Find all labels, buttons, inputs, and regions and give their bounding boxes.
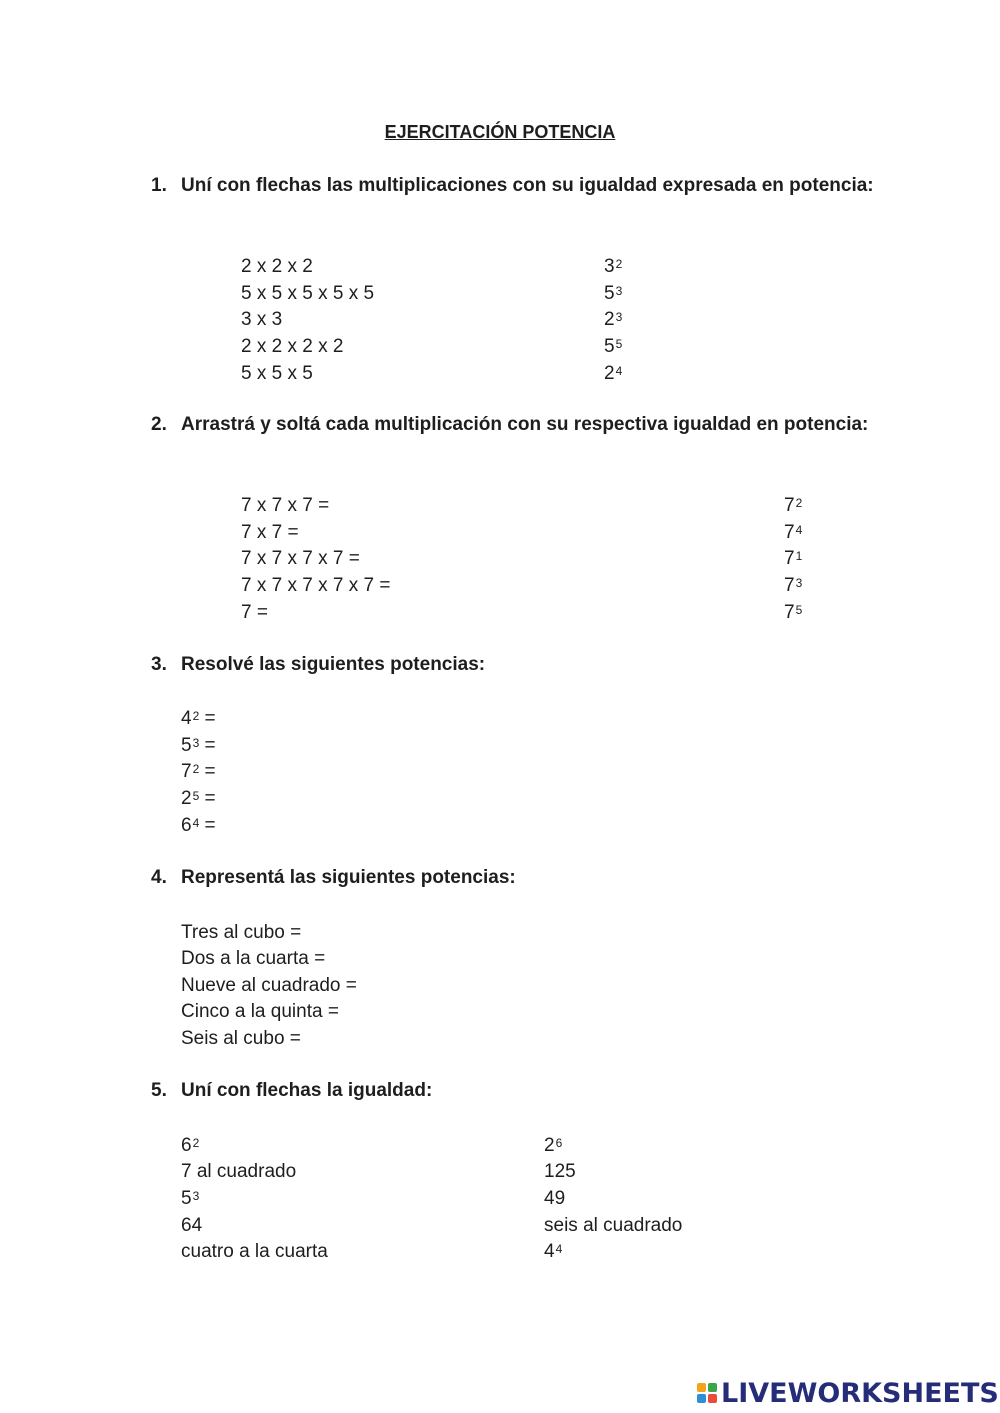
q5-left-item[interactable]: $5^3$ bbox=[181, 1188, 200, 1209]
q1-right-item[interactable]: $3^2$ bbox=[604, 256, 623, 277]
logo-square bbox=[708, 1394, 717, 1403]
q1-right-item[interactable]: $2^3$ bbox=[604, 309, 623, 330]
q2-drag-item[interactable]: 7 x 7 x 7 = bbox=[241, 495, 330, 516]
q5-left-item[interactable]: cuatro a la cuarta bbox=[181, 1241, 328, 1262]
question-text: Arrastrá y soltá cada multiplicación con su respectiva igualdad en potencia: bbox=[181, 414, 869, 435]
question-number: 2. bbox=[151, 414, 167, 435]
q1-right-item[interactable]: $5^5$ bbox=[604, 336, 623, 357]
q2-drop-target[interactable]: $7^1$ bbox=[784, 548, 803, 569]
q4-item[interactable]: Cinco a la quinta = bbox=[181, 1001, 339, 1022]
question-text: Uní con flechas las multiplicaciones con su igualdad expresada en potencia: bbox=[181, 175, 874, 196]
q1-right-item[interactable]: $5^3$ bbox=[604, 283, 623, 304]
liveworksheets-logo[interactable] bbox=[697, 1378, 999, 1408]
question-text: Resolvé las siguientes potencias: bbox=[181, 654, 486, 675]
q2-drop-target[interactable]: $7^2$ bbox=[784, 495, 803, 516]
logo-square bbox=[697, 1394, 706, 1403]
question-text: Representá las siguientes potencias: bbox=[181, 867, 516, 888]
q2-drag-item[interactable]: 7 x 7 = bbox=[241, 522, 299, 543]
question-number: 1. bbox=[151, 175, 167, 196]
brand-name: LIVEWORKSHEETS bbox=[721, 1377, 999, 1409]
q2-drag-item[interactable]: 7 = bbox=[241, 602, 268, 623]
q2-drop-target[interactable]: $7^4$ bbox=[784, 522, 803, 543]
q4-item[interactable]: Nueve al cuadrado = bbox=[181, 975, 357, 996]
q4-item[interactable]: Tres al cubo = bbox=[181, 922, 302, 943]
q2-drop-target[interactable]: $7^5$ bbox=[784, 602, 803, 623]
q5-right-item[interactable]: seis al cuadrado bbox=[544, 1215, 683, 1236]
logo-square bbox=[697, 1383, 706, 1392]
logo-icon bbox=[697, 1383, 717, 1403]
q5-right-item[interactable]: 125 bbox=[544, 1161, 576, 1182]
q3-item[interactable]: $7^2$ = bbox=[181, 761, 216, 782]
q2-drag-item[interactable]: 7 x 7 x 7 x 7 x 7 = bbox=[241, 575, 391, 596]
logo-square bbox=[708, 1383, 717, 1392]
q5-left-item[interactable]: 7 al cuadrado bbox=[181, 1161, 297, 1182]
q1-left-item[interactable]: 5 x 5 x 5 bbox=[241, 363, 313, 384]
q2-drag-item[interactable]: 7 x 7 x 7 x 7 = bbox=[241, 548, 360, 569]
q3-item[interactable]: $4^2$ = bbox=[181, 708, 216, 729]
question-number: 5. bbox=[151, 1080, 167, 1101]
page-title: EJERCITACIÓN POTENCIA bbox=[384, 122, 616, 142]
q2-drop-target[interactable]: $7^3$ bbox=[784, 575, 803, 596]
q4-item[interactable]: Dos a la cuarta = bbox=[181, 948, 326, 969]
q3-item[interactable]: $5^3$ = bbox=[181, 735, 216, 756]
q5-right-item[interactable]: $2^6$ bbox=[544, 1135, 563, 1156]
q3-item[interactable]: $6^4$ = bbox=[181, 815, 216, 836]
question-number: 4. bbox=[151, 867, 167, 888]
q5-right-item[interactable]: 49 bbox=[544, 1188, 566, 1209]
q5-left-item[interactable]: $6^2$ bbox=[181, 1135, 200, 1156]
q1-left-item[interactable]: 2 x 2 x 2 bbox=[241, 256, 313, 277]
question-text: Uní con flechas la igualdad: bbox=[181, 1080, 433, 1101]
q1-left-item[interactable]: 3 x 3 bbox=[241, 309, 283, 330]
q1-left-item[interactable]: 5 x 5 x 5 x 5 x 5 bbox=[241, 283, 375, 304]
q3-item[interactable]: $2^5$ = bbox=[181, 788, 216, 809]
q1-left-item[interactable]: 2 x 2 x 2 x 2 bbox=[241, 336, 344, 357]
q1-right-item[interactable]: $2^4$ bbox=[604, 363, 623, 384]
q5-left-item[interactable]: 64 bbox=[181, 1215, 203, 1236]
q5-right-item[interactable]: $4^4$ bbox=[544, 1241, 563, 1262]
q4-item[interactable]: Seis al cubo = bbox=[181, 1028, 301, 1049]
question-number: 3. bbox=[151, 654, 167, 675]
